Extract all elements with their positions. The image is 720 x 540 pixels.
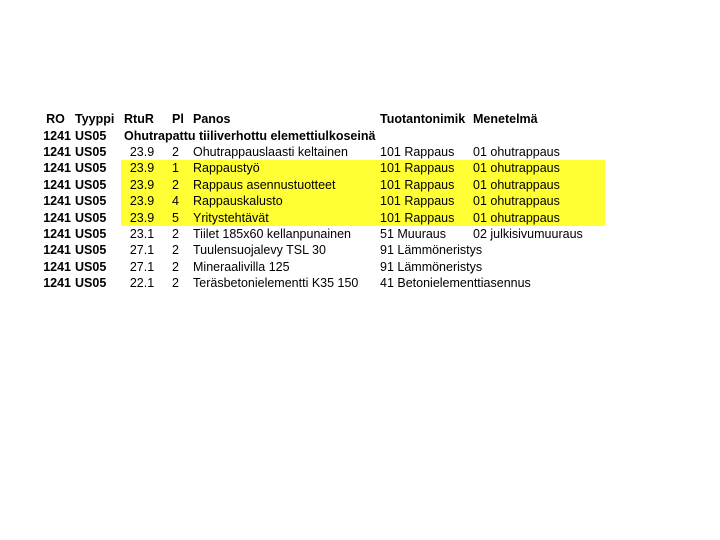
table-row [0, 259, 720, 275]
section-row [0, 128, 720, 144]
header-ro: RO [46, 112, 65, 126]
cell-tyyppi: US05 [75, 227, 107, 241]
cell-menetelma: 01 ohutrappaus [473, 177, 560, 192]
table-row [0, 242, 720, 258]
cell-ro: 1241 [43, 145, 71, 159]
cell-pl: 2 [172, 145, 179, 159]
header-panos: Panos [193, 112, 231, 126]
cell-tyyppi: US05 [75, 194, 107, 209]
cell-tuotantonimike: 91 Lämmöneristys [380, 259, 483, 274]
cell-ro: 1241 [43, 210, 71, 225]
table-header-row [0, 111, 720, 127]
cell-tyyppi: US05 [75, 145, 107, 159]
cell-menetelma: 01 ohutrappaus [473, 161, 560, 176]
table-row [0, 226, 720, 242]
cell-tuotantonimike: 101 Rappaus [380, 145, 455, 159]
header-rtur: RtuR [124, 112, 154, 126]
cell-tyyppi: US05 [75, 210, 107, 225]
cell-ro: 1241 [43, 177, 71, 192]
cell-panos: Yritystehtävät [193, 210, 269, 225]
table-row [0, 275, 720, 291]
cell-rtur: 27.1 [129, 243, 155, 258]
cell-rtur: 23.9 [129, 210, 155, 225]
cell-ro: 1241 [43, 276, 71, 291]
header-tuotantonimike: Tuotantonimik [380, 112, 466, 126]
table-row [0, 160, 720, 176]
cell-pl: 4 [172, 194, 179, 209]
table-row [0, 177, 720, 193]
cell-panos: Mineraalivilla 125 [193, 259, 290, 274]
cell-pl: 1 [172, 161, 179, 176]
cell-rtur: 23.9 [129, 161, 155, 176]
table-row [0, 193, 720, 209]
cell-menetelma: 01 ohutrappaus [473, 145, 560, 159]
cell-tuotantonimike: 101 Rappaus [380, 194, 455, 209]
header-menetelma: Menetelmä [473, 112, 538, 126]
cell-tyyppi: US05 [75, 259, 107, 274]
cell-ro: 1241 [43, 259, 71, 274]
cell-panos: Rappaustyö [193, 161, 260, 176]
cell-menetelma: 01 ohutrappaus [473, 210, 560, 225]
section-tyyppi: US05 [75, 129, 107, 143]
cell-tyyppi: US05 [75, 177, 107, 192]
header-pl: Pl [172, 112, 184, 126]
cell-panos: Tuulensuojalevy TSL 30 [193, 243, 326, 258]
cell-menetelma: 01 ohutrappaus [473, 194, 560, 209]
cell-rtur: 23.9 [129, 177, 155, 192]
cell-menetelma: 02 julkisivumuuraus [473, 227, 583, 241]
cell-rtur: 23.9 [129, 145, 155, 159]
cell-tuotantonimike: 91 Lämmöneristys [380, 243, 483, 258]
cell-tuotantonimike: 51 Muuraus [380, 227, 447, 241]
cell-rtur: 22.1 [129, 276, 155, 291]
cell-pl: 2 [172, 227, 179, 241]
cell-panos: Rappauskalusto [193, 194, 283, 209]
cell-pl: 5 [172, 210, 179, 225]
cell-pl: 2 [172, 243, 179, 258]
section-title: Ohutrapattu tiiliverhottu elemettiulkoseinä [124, 129, 376, 143]
cell-pl: 2 [172, 259, 179, 274]
cell-rtur: 23.1 [129, 227, 155, 241]
cell-rtur: 23.9 [129, 194, 155, 209]
header-tyyppi: Tyyppi [75, 112, 115, 126]
cell-pl: 2 [172, 177, 179, 192]
cell-ro: 1241 [43, 227, 71, 241]
cell-panos: Teräsbetonielementti K35 150 [193, 276, 359, 291]
cell-tuotantonimike: 41 Betonielementtiasennus [380, 276, 531, 291]
cell-pl: 2 [172, 276, 179, 291]
cell-ro: 1241 [43, 194, 71, 209]
cell-rtur: 27.1 [129, 259, 155, 274]
table-row [0, 210, 720, 226]
cell-panos: Tiilet 185x60 kellanpunainen [193, 227, 351, 241]
cell-tyyppi: US05 [75, 243, 107, 258]
cell-tuotantonimike: 101 Rappaus [380, 177, 455, 192]
cell-tyyppi: US05 [75, 161, 107, 176]
cell-tuotantonimike: 101 Rappaus [380, 210, 455, 225]
cell-panos: Rappaus asennustuotteet [193, 177, 336, 192]
cell-panos: Ohutrappauslaasti keltainen [193, 145, 348, 159]
section-ro: 1241 [43, 129, 71, 143]
cell-tuotantonimike: 101 Rappaus [380, 161, 455, 176]
cell-tyyppi: US05 [75, 276, 107, 291]
table-row [0, 144, 720, 160]
cell-ro: 1241 [43, 161, 71, 176]
cell-ro: 1241 [43, 243, 71, 258]
